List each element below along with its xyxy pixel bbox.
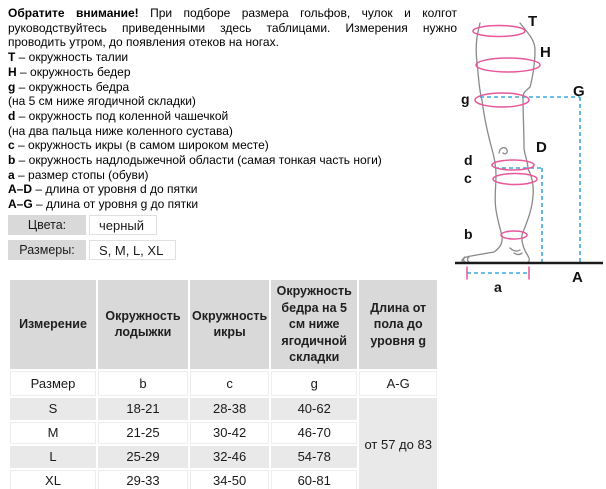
colors-value: черный: [89, 215, 157, 235]
hip-ellipse-h: [476, 58, 540, 72]
definition-line-t: [8, 50, 457, 65]
calf-ellipse-c: [493, 174, 537, 185]
cell-g: 60-81: [271, 470, 357, 489]
ankle-detail: [510, 248, 522, 255]
label-T: T: [528, 13, 538, 30]
definition-text: – окружность бедра: [15, 79, 130, 94]
label-G: G: [573, 83, 585, 100]
symbol-ag: A-G: [359, 371, 437, 396]
header-ankle: Окружность лодыжки: [98, 280, 188, 369]
definition-term: g: [8, 79, 16, 94]
definition-term: b: [8, 153, 16, 168]
definition-note-g: [8, 94, 457, 109]
cell-size: S: [10, 398, 96, 420]
definition-term: T: [8, 50, 16, 65]
definition-term: H: [8, 64, 17, 79]
header-length: Длина от пола до уровня g: [359, 280, 437, 369]
label-A: A: [572, 269, 583, 286]
symbol-c: c: [190, 371, 269, 396]
definition-text: – окружность под коленной чашечкой: [15, 108, 229, 123]
label-d: d: [464, 152, 473, 168]
size-table-header-row: [10, 280, 437, 369]
definition-term: A–G: [8, 197, 33, 212]
intro-paragraph: [8, 6, 457, 50]
definition-text: – длина от уровня g до пятки: [32, 197, 199, 212]
definition-text: – окружность талии: [15, 50, 129, 65]
definition-line-d: [8, 109, 457, 124]
colors-label: Цвета:: [8, 215, 86, 235]
definition-line-g: [8, 80, 457, 95]
cell-b: 25-29: [98, 446, 188, 468]
definition-note-d: [8, 124, 457, 139]
instructions-block: [8, 6, 457, 212]
definition-line-c: [8, 138, 457, 153]
label-c: c: [464, 170, 472, 186]
symbol-b: b: [98, 371, 188, 396]
measurement-definitions: [8, 50, 457, 212]
intro-text: При подборе размера гольфов, чулок и колгот руководствуйтесь приведенными здесь таблицами. Измерения нужно проводить утром, до появления отеков на ногах.: [8, 6, 458, 50]
cell-g: 46-70: [271, 422, 357, 444]
definition-line-h: [8, 65, 457, 80]
cell-g: 54-78: [271, 446, 357, 468]
label-H: H: [540, 44, 551, 61]
label-a: a: [494, 279, 502, 295]
header-calf: Окружность икры: [190, 280, 269, 369]
definition-line-ad: [8, 182, 457, 197]
definition-text: – длина от уровня d до пятки: [32, 182, 198, 197]
definition-term: A–D: [8, 182, 33, 197]
header-thigh: Окружность бедра на 5 см ниже ягодичной складки: [271, 280, 357, 369]
intro-emphasis: Обратите внимание!: [8, 6, 139, 20]
cell-size: XL: [10, 470, 96, 489]
cell-size: L: [10, 446, 96, 468]
definition-line-b: [8, 153, 457, 168]
table-row-s: [10, 398, 437, 420]
colors-row: [8, 215, 176, 235]
definition-text: – размер стопы (обуви): [14, 167, 149, 182]
definition-term: d: [8, 108, 16, 123]
cell-c: 28-38: [190, 398, 269, 420]
definition-text: – окружность надлодыжечной области (самая тонкая часть ноги): [15, 153, 382, 168]
definition-text: (на два пальца ниже коленного сустава): [8, 123, 233, 138]
label-g: g: [461, 91, 470, 107]
size-table: [8, 278, 439, 489]
sizes-row: [8, 240, 176, 260]
product-attributes: [8, 215, 176, 265]
cell-c: 32-46: [190, 446, 269, 468]
waist-ellipse-t: [473, 26, 525, 37]
label-D: D: [536, 139, 547, 156]
sizes-value: S, M, L, XL: [89, 240, 176, 260]
cell-size: M: [10, 422, 96, 444]
cell-b: 29-33: [98, 470, 188, 489]
cell-g: 40-62: [271, 398, 357, 420]
cell-c: 34-50: [190, 470, 269, 489]
knee-detail: [499, 148, 507, 154]
cell-b: 21-25: [98, 422, 188, 444]
sizes-label: Размеры:: [8, 240, 86, 260]
label-b: b: [464, 226, 473, 242]
header-measurement: Измерение: [10, 280, 96, 369]
definition-line-ag: [8, 197, 457, 212]
definition-term: c: [8, 138, 15, 153]
cell-c: 30-42: [190, 422, 269, 444]
thigh-ellipse-g: [475, 93, 529, 107]
cell-length-merged: от 57 до 83: [359, 398, 437, 489]
definition-line-a: [8, 168, 457, 183]
cell-b: 18-21: [98, 398, 188, 420]
definition-term: a: [8, 167, 15, 182]
symbol-size: Размер: [10, 371, 96, 396]
definition-text: – окружность бедер: [16, 64, 131, 79]
definition-text: (на 5 см ниже ягодичной складки): [8, 94, 196, 109]
symbol-row: [10, 371, 437, 396]
definition-text: – окружность икры (в самом широком месте): [14, 138, 269, 153]
ankle-ellipse-b: [501, 231, 527, 239]
symbol-g: g: [271, 371, 357, 396]
leg-measurement-diagram: [450, 5, 606, 295]
